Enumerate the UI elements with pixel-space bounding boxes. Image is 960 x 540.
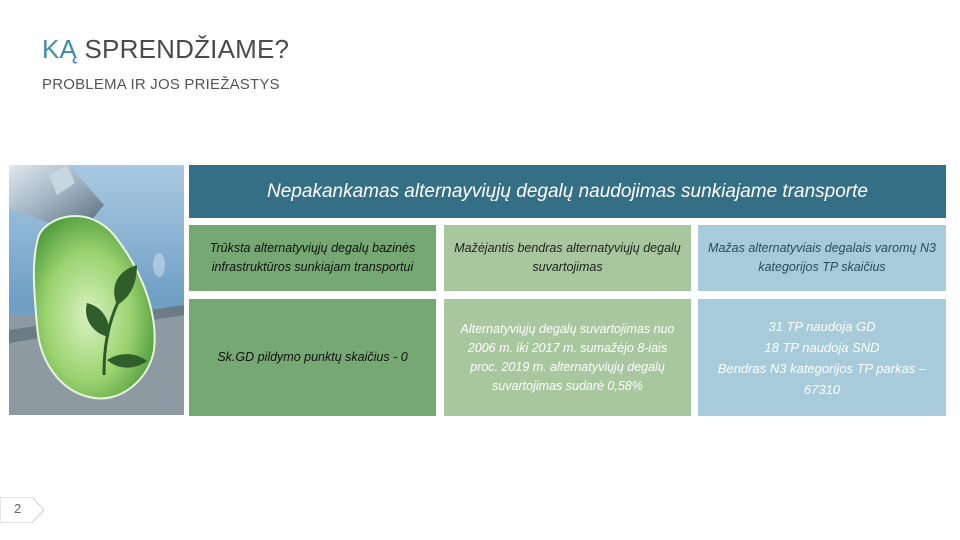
consumption-stats-text: Alternatyviųjų degalų suvartojimas nuo 2006 m. iki 2017 m. sumažėjo 8-iais proc. 2019 m. alternatyviųjų degalų suvartojimas sudarė 0,58% — [460, 321, 675, 393]
page-number-shape-icon — [0, 497, 46, 523]
page-number-badge — [0, 497, 46, 523]
cell-consumption-decline: Mažėjantis bendras alternatyviųjų degalų suvartojimas — [444, 225, 691, 291]
fleet-stats-lines — [708, 316, 936, 400]
fuel-nozzle-leaf-drop-image — [9, 165, 184, 415]
page-subtitle: PROBLEMA IR JOS PRIEŽASTYS — [42, 76, 280, 93]
cell-vehicle-count: Mažas alternatyviais degalais varomų N3 kategorijos TP skaičius — [698, 225, 946, 291]
page-title — [42, 34, 289, 65]
page-number: 2 — [14, 501, 22, 516]
title-rest: SPRENDŽIAME? — [77, 34, 290, 64]
fleet-stat-gd: 31 TP naudoja GD — [768, 318, 876, 334]
cell-consumption-stats — [444, 299, 691, 416]
cell-infrastructure-gap: Trūksta alternatyviųjų degalų bazinės infrastruktūros sunkiajam transportui — [189, 225, 436, 291]
fleet-stat-total: Bendras N3 kategorijos TP parkas – 67310 — [717, 360, 927, 397]
fleet-stat-snd: 18 TP naudoja SND — [764, 339, 880, 355]
problem-banner — [189, 165, 946, 218]
banner-text: Nepakankamas alternayviųjų degalų naudojimas sunkiajame transporte — [267, 180, 868, 202]
cell-filling-points: Sk.GD pildymo punktų skaičius - 0 — [189, 299, 436, 416]
title-accent: KĄ — [42, 34, 78, 64]
cell-fleet-stats — [698, 299, 946, 416]
